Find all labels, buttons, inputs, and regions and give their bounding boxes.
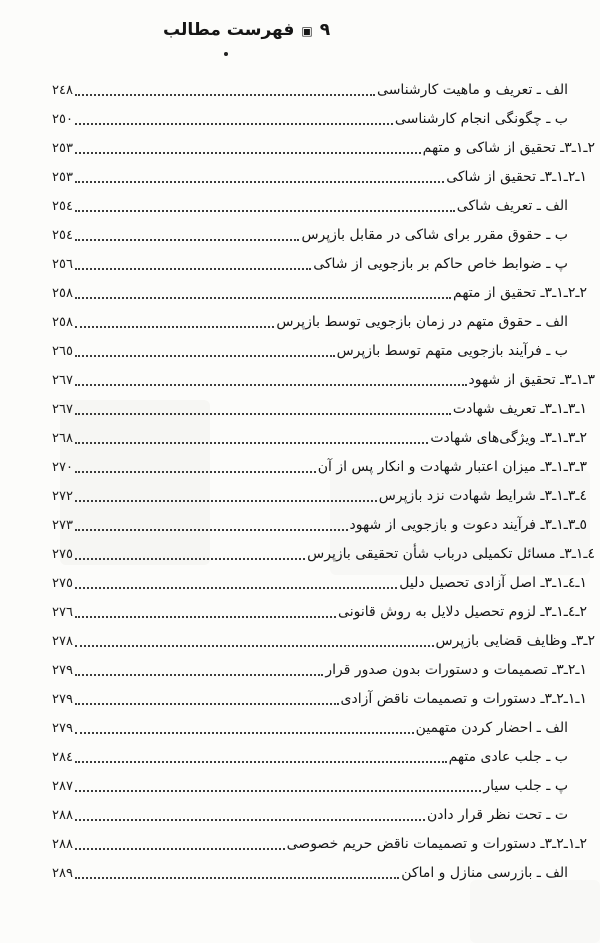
page-number: ٢٥٤ bbox=[52, 198, 73, 214]
toc-entry bbox=[52, 99, 595, 128]
entry-title: ١ـ٣ـ١ـ٣ـ تعریف شهادت bbox=[452, 400, 587, 417]
entry-title: ٣ـ١ـ٣ـ تحقیق از شهود bbox=[468, 371, 595, 388]
page-number: ٢٨٤ bbox=[52, 749, 73, 765]
toc-entry bbox=[52, 70, 595, 99]
page-number: ٢٧٩ bbox=[52, 662, 73, 678]
entry-title: ت ـ تحت نظر قرار دادن bbox=[426, 806, 568, 823]
page-number: ٢٥٣ bbox=[52, 140, 73, 156]
page-number: ٢٧٠ bbox=[52, 459, 73, 475]
page-number: ٢٨٨ bbox=[52, 836, 73, 852]
entry-title: ٢ـ١ـ٢ـ٣ـ دستورات و تصمیمات ناقض حریم خصوصی bbox=[286, 835, 587, 852]
toc-entry bbox=[52, 650, 595, 679]
toc-list bbox=[0, 70, 600, 882]
toc-entry bbox=[52, 418, 595, 447]
toc-entry bbox=[52, 592, 595, 621]
page-number: ٢٧٢ bbox=[52, 488, 73, 504]
toc-entry bbox=[52, 737, 595, 766]
dot-leader bbox=[75, 439, 428, 444]
dot-leader bbox=[75, 236, 299, 241]
page-number: ٢٦٧ bbox=[52, 401, 73, 417]
page-number: ٢٨٩ bbox=[52, 865, 73, 881]
entry-title: الف ـ احضار کردن متهمین bbox=[415, 719, 568, 736]
dot-leader bbox=[75, 468, 316, 473]
page-number: ٢٥٦ bbox=[52, 256, 73, 272]
page-number: ٢٦٨ bbox=[52, 430, 73, 446]
page-number: ٢٥٤ bbox=[52, 227, 73, 243]
toc-entry bbox=[52, 302, 595, 331]
dot-leader bbox=[75, 410, 451, 415]
entry-title: الف ـ تعریف و ماهیت کارشناسی bbox=[377, 81, 568, 98]
entry-title: ٤ـ١ـ٣ـ مسائل تکمیلی درباب شأن تحقیقی بازپرس bbox=[307, 545, 595, 562]
scan-artifact bbox=[470, 880, 600, 943]
dot-leader bbox=[75, 120, 393, 125]
dot-leader bbox=[75, 352, 335, 357]
entry-title: ٢ـ٤ـ١ـ٣ـ لزوم تحصیل دلایل به روش قانونی bbox=[338, 603, 587, 620]
dot-leader bbox=[75, 729, 414, 734]
dot-leader bbox=[75, 207, 455, 212]
header-title: فهرست مطالب bbox=[163, 20, 295, 40]
toc-entry bbox=[52, 215, 595, 244]
entry-title: ٢ـ٢ـ١ـ٣ـ تحقیق از متهم bbox=[453, 284, 587, 301]
page-number: ٢٨٧ bbox=[52, 778, 73, 794]
page-number: ٢٧٩ bbox=[52, 691, 73, 707]
page-number: ٢٥٣ bbox=[52, 169, 73, 185]
entry-title: پ ـ ضوابط خاص حاکم بر بازجویی از شاکی bbox=[313, 255, 568, 272]
page-number: ٢٧٣ bbox=[52, 517, 73, 533]
toc-entry bbox=[52, 331, 595, 360]
dot-leader bbox=[75, 845, 285, 850]
entry-title: ٢ـ٣ـ١ـ٣ـ ویژگی‌های شهادت bbox=[430, 429, 587, 446]
entry-title: ١ـ٢ـ٣ـ تصمیمات و دستورات بدون صدور قرار bbox=[325, 661, 587, 678]
dot-leader bbox=[75, 874, 399, 879]
entry-title: ٢ـ٣ـ وظایف قضایی بازپرس bbox=[435, 632, 595, 649]
toc-entry bbox=[52, 128, 595, 157]
entry-title: ١ـ٢ـ١ـ٣ـ تحقیق از شاکی bbox=[446, 168, 587, 185]
toc-entry bbox=[52, 273, 595, 302]
toc-entry bbox=[52, 447, 595, 476]
dot-leader bbox=[75, 584, 397, 589]
page-number: ٢٧٥ bbox=[52, 575, 73, 591]
page-number: ٢٥٠ bbox=[52, 111, 73, 127]
entry-title: ١ـ٤ـ١ـ٣ـ اصل آزادی تحصیل دلیل bbox=[399, 574, 587, 591]
entry-title: ٥ـ٣ـ١ـ٣ـ فرآیند دعوت و بازجویی از شهود bbox=[349, 516, 587, 533]
dot-leader bbox=[75, 787, 481, 792]
ink-dot-artifact bbox=[224, 52, 228, 56]
entry-title: ب ـ حقوق مقرر برای شاکی در مقابل بازپرس bbox=[301, 226, 568, 243]
toc-entry bbox=[52, 679, 595, 708]
page-number: ٢٦٥ bbox=[52, 343, 73, 359]
page-header bbox=[163, 20, 330, 40]
page-number: ٢٥٨ bbox=[52, 314, 73, 330]
toc-entry bbox=[52, 360, 595, 389]
dot-leader bbox=[75, 381, 467, 386]
dot-leader bbox=[75, 613, 336, 618]
section-marker-icon: ▣ bbox=[301, 24, 313, 38]
dot-leader bbox=[75, 265, 311, 270]
entry-title: الف ـ بازرسی منازل و اماکن bbox=[401, 864, 568, 881]
dot-leader bbox=[75, 671, 323, 676]
page-number: ٢٥٨ bbox=[52, 285, 73, 301]
page-number: ٢٧٦ bbox=[52, 604, 73, 620]
page-number: ٢٦٧ bbox=[52, 372, 73, 388]
entry-title: ٣ـ٣ـ١ـ٣ـ میزان اعتبار شهادت و انکار پس از آن bbox=[317, 458, 587, 475]
dot-leader bbox=[75, 149, 421, 154]
toc-entry bbox=[52, 244, 595, 273]
toc-entry bbox=[52, 389, 595, 418]
page-number: ٢٨٨ bbox=[52, 807, 73, 823]
entry-title: ب ـ فرآیند بازجویی متهم توسط بازپرس bbox=[336, 342, 568, 359]
dot-leader bbox=[75, 526, 348, 531]
page-number: ٢٤٨ bbox=[52, 82, 73, 98]
toc-entry bbox=[52, 853, 595, 882]
toc-entry bbox=[52, 795, 595, 824]
dot-leader bbox=[75, 816, 425, 821]
toc-entry bbox=[52, 708, 595, 737]
dot-leader bbox=[75, 555, 305, 560]
entry-title: ١ـ١ـ٢ـ٣ـ دستورات و تصمیمات ناقض آزادی bbox=[340, 690, 587, 707]
toc-entry bbox=[52, 505, 595, 534]
entry-title: ٤ـ٣ـ١ـ٣ـ شرایط شهادت نزد بازپرس bbox=[378, 487, 587, 504]
entry-title: الف ـ حقوق متهم در زمان بازجویی توسط بازپرس bbox=[276, 313, 568, 330]
toc-entry bbox=[52, 621, 595, 650]
dot-leader bbox=[75, 758, 447, 763]
entry-title: ب ـ جلب عادی متهم bbox=[448, 748, 568, 765]
toc-entry bbox=[52, 824, 595, 853]
dot-leader bbox=[75, 642, 434, 647]
toc-entry bbox=[52, 476, 595, 505]
entry-title: پ ـ جلب سیار bbox=[483, 777, 568, 794]
toc-entry bbox=[52, 766, 595, 795]
toc-entry bbox=[52, 534, 595, 563]
toc-entry bbox=[52, 563, 595, 592]
header-page-number: ٩ bbox=[319, 20, 331, 40]
page-number: ٢٧٩ bbox=[52, 720, 73, 736]
dot-leader bbox=[75, 700, 339, 705]
dot-leader bbox=[75, 178, 444, 183]
entry-title: ب ـ چگونگی انجام کارشناسی bbox=[394, 110, 568, 127]
dot-leader bbox=[75, 294, 451, 299]
page-number: ٢٧٥ bbox=[52, 546, 73, 562]
dot-leader bbox=[75, 497, 377, 502]
entry-title: الف ـ تعریف شاکی bbox=[456, 197, 568, 214]
dot-leader bbox=[75, 323, 274, 328]
entry-title: ٢ـ١ـ٣ـ تحقیق از شاکی و متهم bbox=[422, 139, 595, 156]
dot-leader bbox=[75, 91, 375, 96]
page-number: ٢٧٨ bbox=[52, 633, 73, 649]
toc-entry bbox=[52, 157, 595, 186]
toc-entry bbox=[52, 186, 595, 215]
